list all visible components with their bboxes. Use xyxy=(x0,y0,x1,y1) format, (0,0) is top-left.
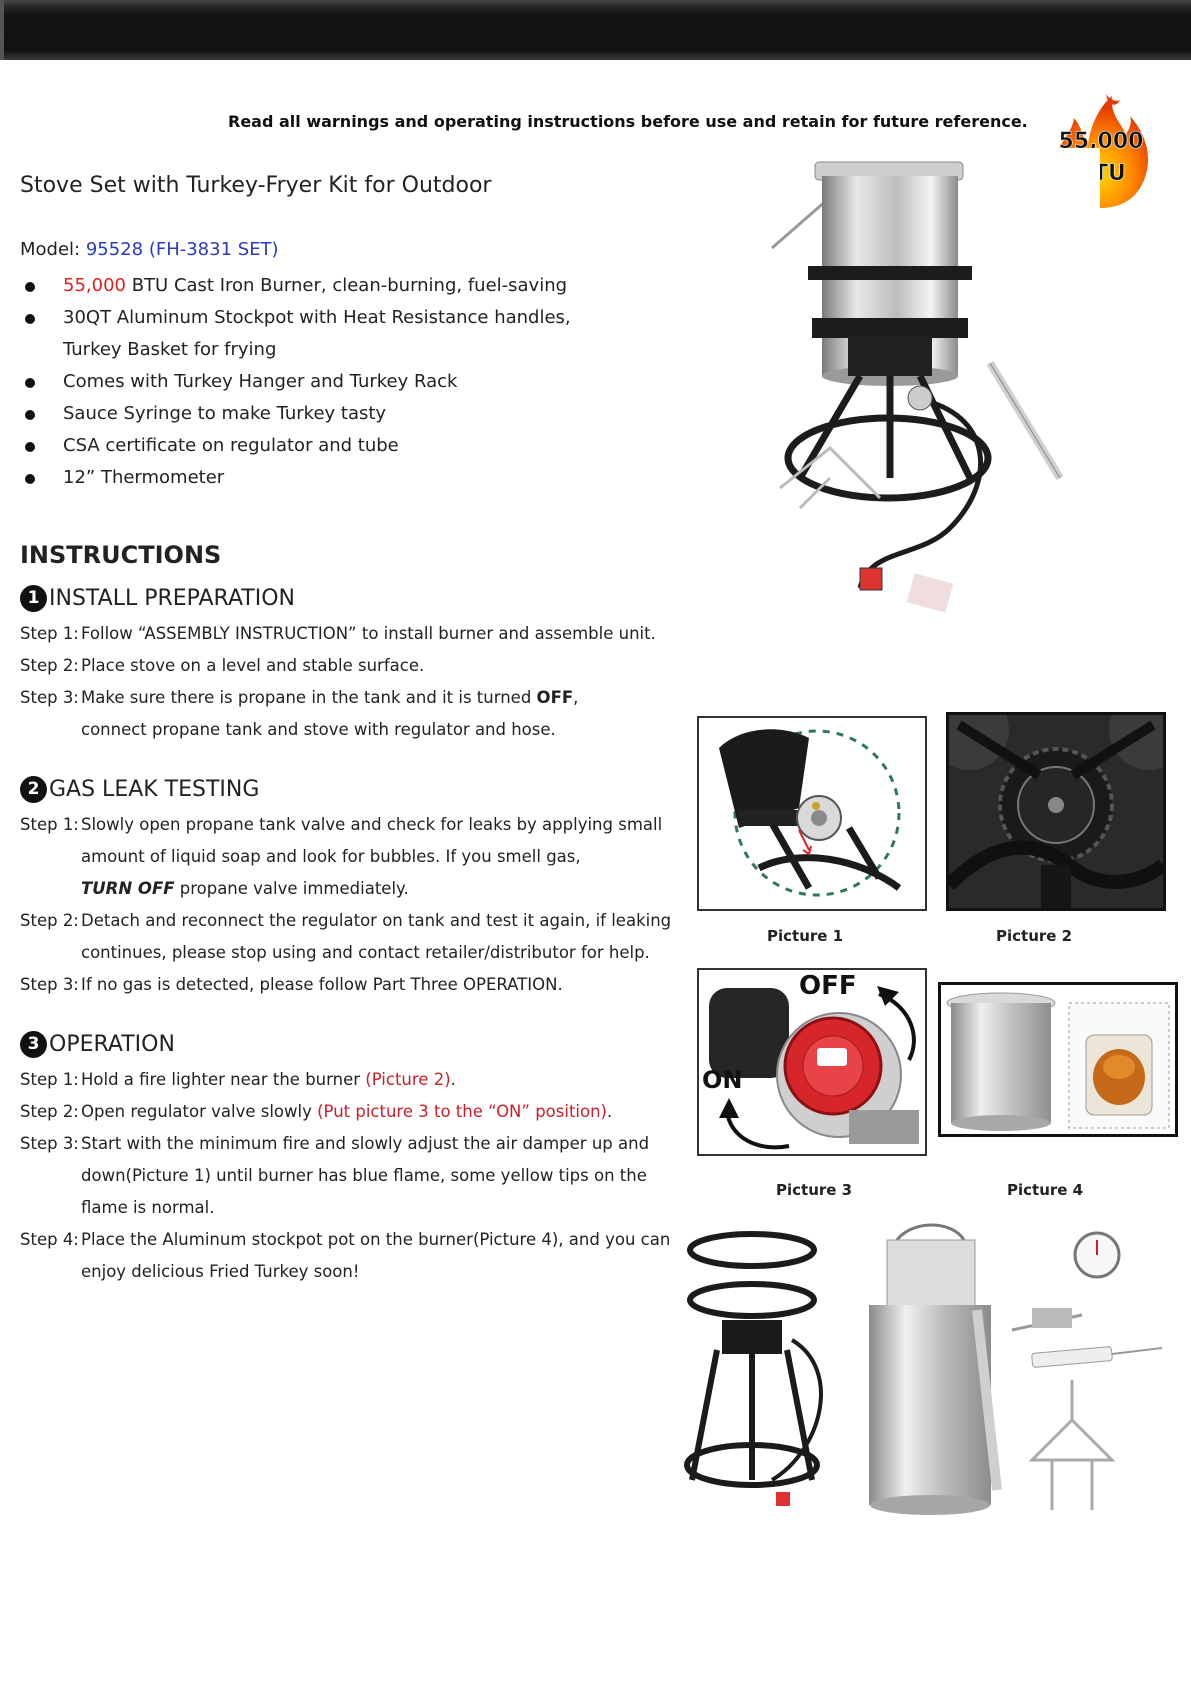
feature-item: Comes with Turkey Hanger and Turkey Rack xyxy=(20,366,571,398)
section-leak-heading: 2 GAS LEAK TESTING xyxy=(20,776,259,803)
section-number-badge: 2 xyxy=(20,776,47,803)
step-item: Step 2: Open regulator valve slowly (Put picture 3 to the “ON” position). xyxy=(20,1102,613,1121)
bullet-icon xyxy=(25,378,35,388)
feature-list xyxy=(20,270,571,494)
picture-2-frame xyxy=(946,712,1166,911)
stockpot-photo xyxy=(941,985,1175,1134)
feature-item: 12” Thermometer xyxy=(20,462,571,494)
step-item: Step 3: Start with the minimum fire and slowly adjust the air damper up and down(Picture 1) until burner has blue flame, some yellow tips on the flame is normal. xyxy=(20,1134,650,1217)
picture-2-caption: Picture 2 xyxy=(996,927,1073,945)
model-number: 95528 (FH-3831 SET) xyxy=(85,239,279,260)
picture-1-frame xyxy=(697,716,927,911)
feature-item: CSA certificate on regulator and tube xyxy=(20,430,571,462)
badge-unit: BTU xyxy=(1076,161,1126,186)
header-bar xyxy=(0,0,1191,60)
section-install-heading: 1 INSTALL PREPARATION xyxy=(20,585,295,612)
bullet-icon xyxy=(25,474,35,484)
on-label: ON xyxy=(702,1066,743,1094)
step-item: Step 3: If no gas is detected, please follow Part Three OPERATION. xyxy=(20,975,563,994)
bullet-icon xyxy=(25,410,35,420)
picture-3-caption: Picture 3 xyxy=(776,1181,853,1199)
burner-photo xyxy=(949,715,1163,908)
feature-item: Sauce Syringe to make Turkey tasty xyxy=(20,398,571,430)
bullet-icon xyxy=(25,282,35,292)
section-number-badge: 3 xyxy=(20,1031,47,1058)
kit-components-photo xyxy=(672,1220,1172,1530)
badge-value: 55,000 xyxy=(1058,129,1144,154)
operation-steps xyxy=(20,1064,670,1288)
regulator-valve-photo xyxy=(699,970,925,1154)
picture-4-caption: Picture 4 xyxy=(1007,1181,1084,1199)
air-damper-photo xyxy=(699,718,925,909)
warning-note: Read all warnings and operating instructions before use and retain for future reference. xyxy=(228,112,1028,131)
bullet-icon xyxy=(25,442,35,452)
section-number-badge: 1 xyxy=(20,585,47,612)
picture-3-frame xyxy=(697,968,927,1156)
model-line xyxy=(20,239,279,260)
picture-4-frame xyxy=(938,982,1178,1137)
section-operation-heading: 3 OPERATION xyxy=(20,1031,175,1058)
install-steps xyxy=(20,618,656,746)
feature-item: 55,000 BTU Cast Iron Burner, clean-burning, fuel-saving xyxy=(20,270,571,302)
step-item: Step 1: Hold a fire lighter near the burner (Picture 2). xyxy=(20,1070,456,1089)
off-label: OFF xyxy=(799,971,857,1001)
feature-item: 30QT Aluminum Stockpot with Heat Resistance handles, Turkey Basket for frying xyxy=(20,302,571,366)
instructions-heading: INSTRUCTIONS xyxy=(20,541,222,569)
model-label: Model: xyxy=(20,239,81,260)
leak-steps xyxy=(20,809,671,1001)
step-item: Step 4: Place the Aluminum stockpot pot on the burner(Picture 4), and you can enjoy delicious Fried Turkey soon! xyxy=(20,1230,671,1281)
step-item: Step 1: Slowly open propane tank valve and check for leaks by applying small amount of liquid soap and look for bubbles. If you smell gas, TURN OFF propane valve immediately. xyxy=(20,815,663,898)
step-item: Step 1: Follow “ASSEMBLY INSTRUCTION” to install burner and assemble unit. xyxy=(20,624,656,643)
step-item: Step 2: Place stove on a level and stable surface. xyxy=(20,656,425,675)
picture-1-caption: Picture 1 xyxy=(767,927,844,945)
step-item: Step 3: Make sure there is propane in the tank and it is turned OFF, connect propane tank and stove with regulator and hose. xyxy=(20,688,579,739)
bullet-icon xyxy=(25,314,35,324)
product-title: Stove Set with Turkey-Fryer Kit for Outdoor xyxy=(20,173,492,198)
step-item: Step 2: Detach and reconnect the regulator on tank and test it again, if leaking continues, please stop using and contact retailer/distributor for help. xyxy=(20,911,672,962)
fryer-set-photo xyxy=(760,148,1100,623)
